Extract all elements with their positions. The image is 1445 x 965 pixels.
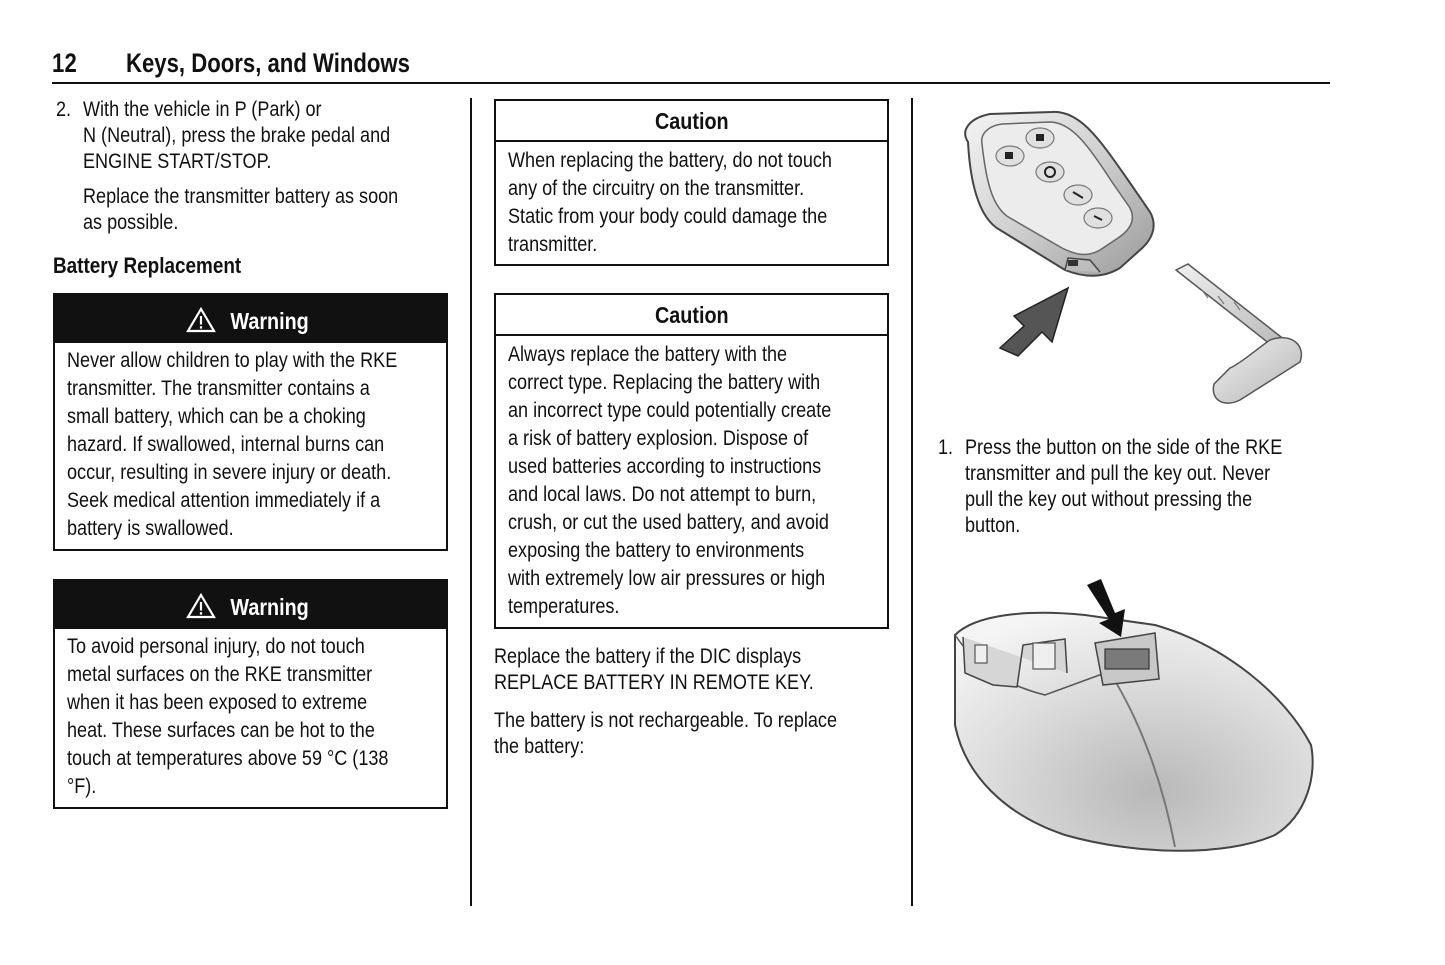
warning-2-line-2: metal surfaces on the RKE transmitter	[67, 663, 373, 686]
step-1-line-2: transmitter and pull the key out. Never	[965, 462, 1271, 485]
battery-replacement-heading: Battery Replacement	[53, 253, 242, 278]
warning-box-children	[53, 293, 448, 551]
step-1-line-4: button.	[965, 514, 1021, 537]
warning-title: Warning	[230, 594, 309, 620]
warning-box-hot-surfaces	[53, 579, 448, 809]
warning-2-line-6: °F).	[67, 775, 97, 798]
warning-1-line-2: transmitter. The transmitter contains a	[67, 377, 370, 400]
warning-2-line-3: when it has been exposed to extreme	[67, 691, 368, 714]
column-divider-left	[470, 98, 472, 906]
caution-2-line-7: crush, or cut the used battery, and avoid	[508, 511, 829, 534]
replace-note-line-2: as possible.	[83, 211, 179, 234]
step-2-line-3: ENGINE START/STOP.	[83, 150, 272, 173]
page-number: 12	[52, 48, 77, 78]
warning-2-line-1: To avoid personal injury, do not touch	[67, 635, 365, 658]
warning-1-line-6: Seek medical attention immediately if a	[67, 489, 381, 512]
caution-2-line-3: an incorrect type could potentially create	[508, 399, 832, 422]
warning-1-line-7: battery is swallowed.	[67, 517, 234, 540]
step-2-line-2: N (Neutral), press the brake pedal and	[83, 124, 391, 147]
warning-header	[55, 295, 446, 343]
caution-1-line-3: Static from your body could damage the	[508, 205, 828, 228]
warning-1-line-3: small battery, which can be a choking	[67, 405, 366, 428]
caution-header	[496, 295, 887, 336]
step-1-number: 1.	[938, 436, 954, 459]
rechargeable-note-line-2: the battery:	[494, 735, 585, 758]
caution-header	[496, 101, 887, 142]
warning-1-line-1: Never allow children to play with the RKE	[67, 349, 398, 372]
caution-2-line-8: exposing the battery to environments	[508, 539, 805, 562]
column-divider-right	[911, 98, 913, 906]
caution-2-line-5: used batteries according to instructions	[508, 455, 822, 478]
dic-note-line-1: Replace the battery if the DIC displays	[494, 645, 802, 668]
warning-triangle-icon	[186, 593, 216, 619]
caution-box-battery-type	[494, 293, 889, 629]
caution-2-line-6: and local laws. Do not attempt to burn,	[508, 483, 817, 506]
caution-title: Caution	[654, 108, 729, 134]
dic-note-line-2: REPLACE BATTERY IN REMOTE KEY.	[494, 671, 814, 694]
caution-2-line-4: a risk of battery explosion. Dispose of	[508, 427, 809, 450]
key-fob-removal-illustration	[940, 100, 1320, 410]
warning-title: Warning	[230, 308, 309, 334]
step-1-line-3: pull the key out without pressing the	[965, 488, 1253, 511]
warning-2-line-4: heat. These surfaces can be hot to the	[67, 719, 375, 742]
key-fob	[965, 112, 1153, 276]
caution-2-line-9: with extremely low air pressures or high	[508, 567, 826, 590]
caution-2-line-2: correct type. Replacing the battery with	[508, 371, 821, 394]
fob-battery-cover-illustration	[945, 575, 1325, 860]
fob-shell	[955, 613, 1313, 851]
warning-triangle-icon	[186, 307, 216, 333]
caution-1-line-4: transmitter.	[508, 233, 598, 256]
page-header	[52, 48, 1330, 84]
step-2-line-1: With the vehicle in P (Park) or	[83, 98, 322, 121]
caution-1-line-2: any of the circuitry on the transmitter.	[508, 177, 805, 200]
caution-title: Caution	[654, 302, 729, 328]
caution-box-circuitry	[494, 99, 889, 266]
warning-1-line-4: hazard. If swallowed, internal burns can	[67, 433, 385, 456]
section-title: Keys, Doors, and Windows	[126, 48, 410, 78]
warning-1-line-5: occur, resulting in severe injury or death.	[67, 461, 392, 484]
caution-1-line-1: When replacing the battery, do not touch	[508, 149, 832, 172]
arrow-icon	[1000, 288, 1068, 356]
warning-2-line-5: touch at temperatures above 59 °C (138	[67, 747, 389, 770]
step-1-line-1: Press the button on the side of the RKE	[965, 436, 1283, 459]
caution-2-line-1: Always replace the battery with the	[508, 343, 788, 366]
rechargeable-note-line-1: The battery is not rechargeable. To replace	[494, 709, 838, 732]
caution-2-line-10: temperatures.	[508, 595, 620, 618]
mechanical-key	[1176, 264, 1301, 403]
step-2-number: 2.	[56, 98, 72, 121]
warning-header	[55, 581, 446, 629]
replace-note-line-1: Replace the transmitter battery as soon	[83, 185, 399, 208]
